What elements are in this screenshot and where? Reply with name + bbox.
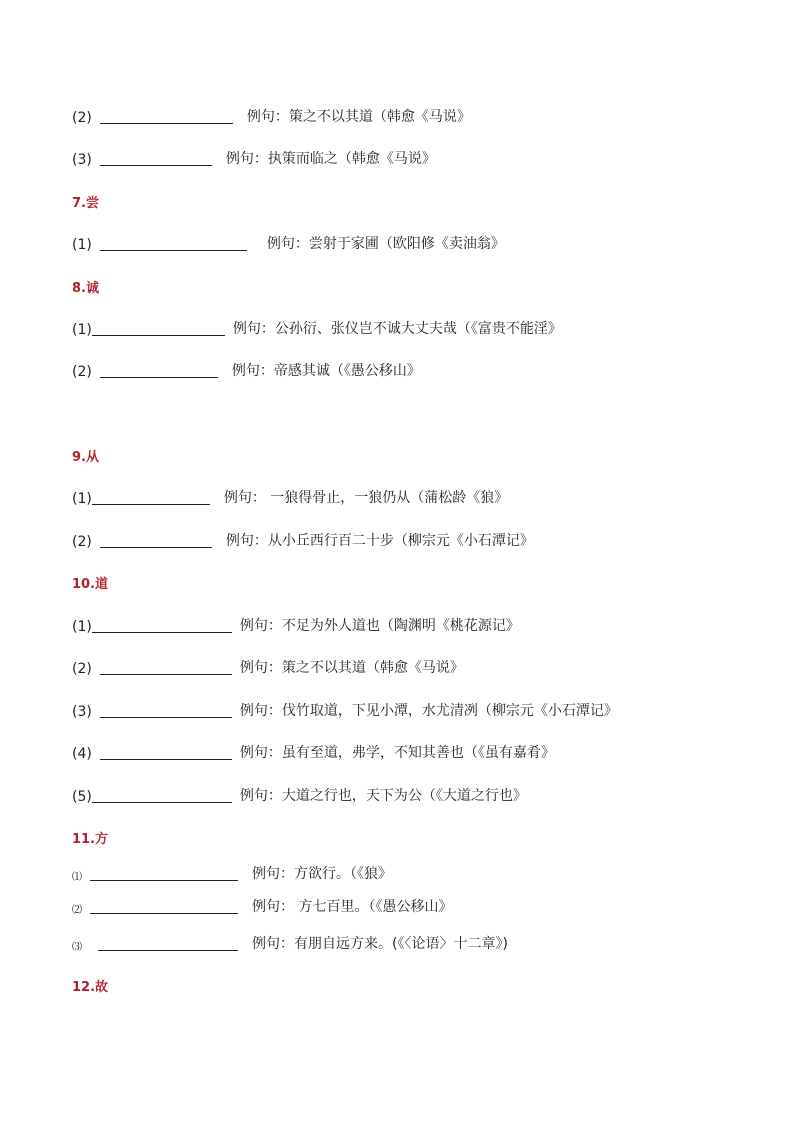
item-row <box>72 785 527 805</box>
example-sentence: 例句：有朋自远方来。(《〈论语〉十二章》) <box>252 936 508 952</box>
item-number: ⑴ <box>72 872 82 883</box>
answer-blank[interactable] <box>92 618 232 633</box>
section-heading: 8.诚 <box>72 281 99 296</box>
answer-blank[interactable] <box>100 109 233 124</box>
answer-blank[interactable] <box>100 533 212 548</box>
item-row <box>72 487 508 507</box>
answer-blank[interactable] <box>92 788 232 803</box>
item-number: (1) <box>72 237 92 253</box>
item-number: ⑵ <box>72 905 82 916</box>
answer-blank[interactable] <box>92 321 225 336</box>
item-number: (1) <box>72 491 92 507</box>
section-heading: 7.尝 <box>72 196 99 211</box>
item-number: (1) <box>72 322 92 338</box>
answer-blank[interactable] <box>100 363 218 378</box>
answer-blank[interactable] <box>90 899 238 914</box>
answer-blank[interactable] <box>92 490 210 505</box>
example-sentence: 例句： 一狼得骨止，一狼仍从（蒲松龄《狼》 <box>223 490 509 506</box>
item-number: (2) <box>72 661 92 677</box>
example-sentence: 例句：虽有至道，弗学，不知其善也（《虽有嘉肴》 <box>239 745 555 761</box>
item-row <box>72 233 505 253</box>
section-heading: 10.道 <box>72 577 109 592</box>
example-sentence: 例句：策之不以其道（韩愈《马说》 <box>239 660 464 676</box>
item-row <box>72 657 464 677</box>
item-number: (2) <box>72 364 92 380</box>
section-heading: 11.方 <box>72 832 109 847</box>
item-number: (1) <box>72 619 92 635</box>
item-number: (2) <box>72 534 92 550</box>
answer-blank[interactable] <box>100 236 247 251</box>
item-number: (5) <box>72 789 92 805</box>
item-row <box>72 360 421 380</box>
item-number: (3) <box>72 704 92 720</box>
answer-blank[interactable] <box>100 703 232 718</box>
item-row <box>72 896 452 916</box>
item-row <box>72 700 618 720</box>
section-heading: 9.从 <box>72 450 99 465</box>
item-number: ⑶ <box>72 942 82 953</box>
example-sentence: 例句：公孙衍、张仪岂不诚大丈夫哉（《富贵不能淫》 <box>232 321 562 337</box>
item-number: (3) <box>72 152 92 168</box>
example-sentence: 例句：帝感其诚（《愚公移山》 <box>231 363 421 379</box>
answer-blank[interactable] <box>98 936 238 951</box>
item-row <box>72 863 392 883</box>
item-row <box>72 615 520 635</box>
item-row <box>72 148 436 168</box>
item-row <box>72 106 471 126</box>
item-row <box>72 530 534 550</box>
answer-blank[interactable] <box>90 866 238 881</box>
answer-blank[interactable] <box>100 151 212 166</box>
item-row <box>72 933 508 953</box>
answer-blank[interactable] <box>100 745 232 760</box>
item-number: (4) <box>72 746 92 762</box>
section-heading: 12.故 <box>72 980 109 995</box>
example-sentence: 例句：伐竹取道，下见小潭，水尤清冽（柳宗元《小石潭记》 <box>239 703 618 719</box>
item-row <box>72 318 562 338</box>
example-sentence: 例句：执策而临之（韩愈《马说》 <box>225 151 436 167</box>
item-row <box>72 742 555 762</box>
example-sentence: 例句：方欲行。（《狼》 <box>252 866 392 882</box>
example-sentence: 例句：尝射于家圃（欧阳修《卖油翁》 <box>266 236 505 252</box>
example-sentence: 例句：不足为外人道也（陶渊明《桃花源记》 <box>239 618 520 634</box>
item-number: (2) <box>72 110 92 126</box>
example-sentence: 例句：大道之行也，天下为公（《大道之行也》 <box>239 788 527 804</box>
example-sentence: 例句：从小丘西行百二十步（柳宗元《小石潭记》 <box>225 533 534 549</box>
example-sentence: 例句：策之不以其道（韩愈《马说》 <box>246 109 471 125</box>
example-sentence: 例句： 方七百里。（《愚公移山》 <box>252 899 453 915</box>
answer-blank[interactable] <box>100 660 232 675</box>
